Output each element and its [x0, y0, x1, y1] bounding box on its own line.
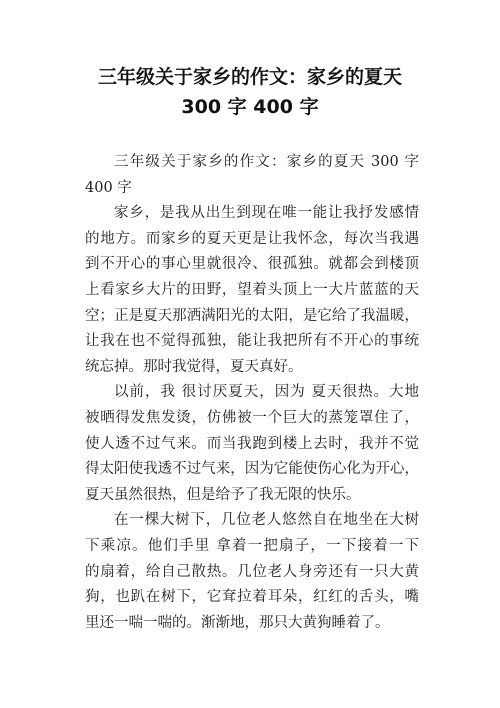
title-line-2: 300 字 400 字 — [181, 96, 319, 118]
text-line: 夏天虽然很热，但是给予了我无限的快乐。 — [85, 486, 361, 503]
text-line: 使人透不过气来。而当我跑到楼上去时，我并不觉 — [85, 435, 419, 452]
document-title — [30, 62, 470, 122]
paragraph — [85, 201, 419, 380]
text-line: 让我在也不觉得孤独，能让我把所有不开心的事统 — [85, 333, 419, 350]
text-line: 的扇着，给自己散热。几位老人身旁还有一只大黄 — [85, 563, 419, 580]
text-line: 400 字 — [85, 179, 132, 196]
text-line: 到不开心的事心里就很冷、很孤独。就都会到楼顶 — [85, 256, 419, 273]
text-line: 统忘掉。那时我觉得，夏天真好。 — [85, 358, 303, 375]
text-line: 家乡，是我从出生到现在唯一能让我抒发感情 — [114, 205, 419, 222]
text-line: 空；正是夏天那洒满阳光的太阳，是它给了我温暖， — [85, 307, 419, 324]
text-line: 里还一喘一喘的。渐渐地，那只大黄狗睡着了。 — [85, 614, 390, 631]
text-line: 三年级关于家乡的作文：家乡的夏天 300 字 — [114, 154, 419, 170]
text-line: 的地方。而家乡的夏天更是让我怀念，每次当我遇 — [85, 230, 419, 247]
text-line: 得太阳使我透不过气来，因为它能使伤心化为开心， — [85, 461, 419, 478]
text-line: 下乘凉。他们手里 拿着一把扇子，一下接着一下 — [85, 537, 419, 554]
paragraph — [85, 380, 419, 508]
text-line: 狗，也趴在树下，它耷拉着耳朵，红红的舌头，嘴 — [85, 589, 419, 606]
text-line: 以前，我 很讨厌夏天，因为 夏天很热。大地 — [114, 384, 419, 401]
text-line: 被晒得发焦发烫，仿佛被一个巨大的蒸笼罩住了， — [85, 409, 419, 426]
paragraph-heading — [85, 150, 419, 201]
title-line-1: 三年级关于家乡的作文：家乡的夏天 — [97, 66, 402, 88]
text-line: 上看家乡大片的田野，望着头顶上一大片蓝蓝的天 — [85, 281, 419, 298]
article-body — [85, 150, 419, 636]
text-line: 在一棵大树下，几位老人悠然自在地坐在大树 — [114, 512, 419, 529]
paragraph — [85, 508, 419, 636]
